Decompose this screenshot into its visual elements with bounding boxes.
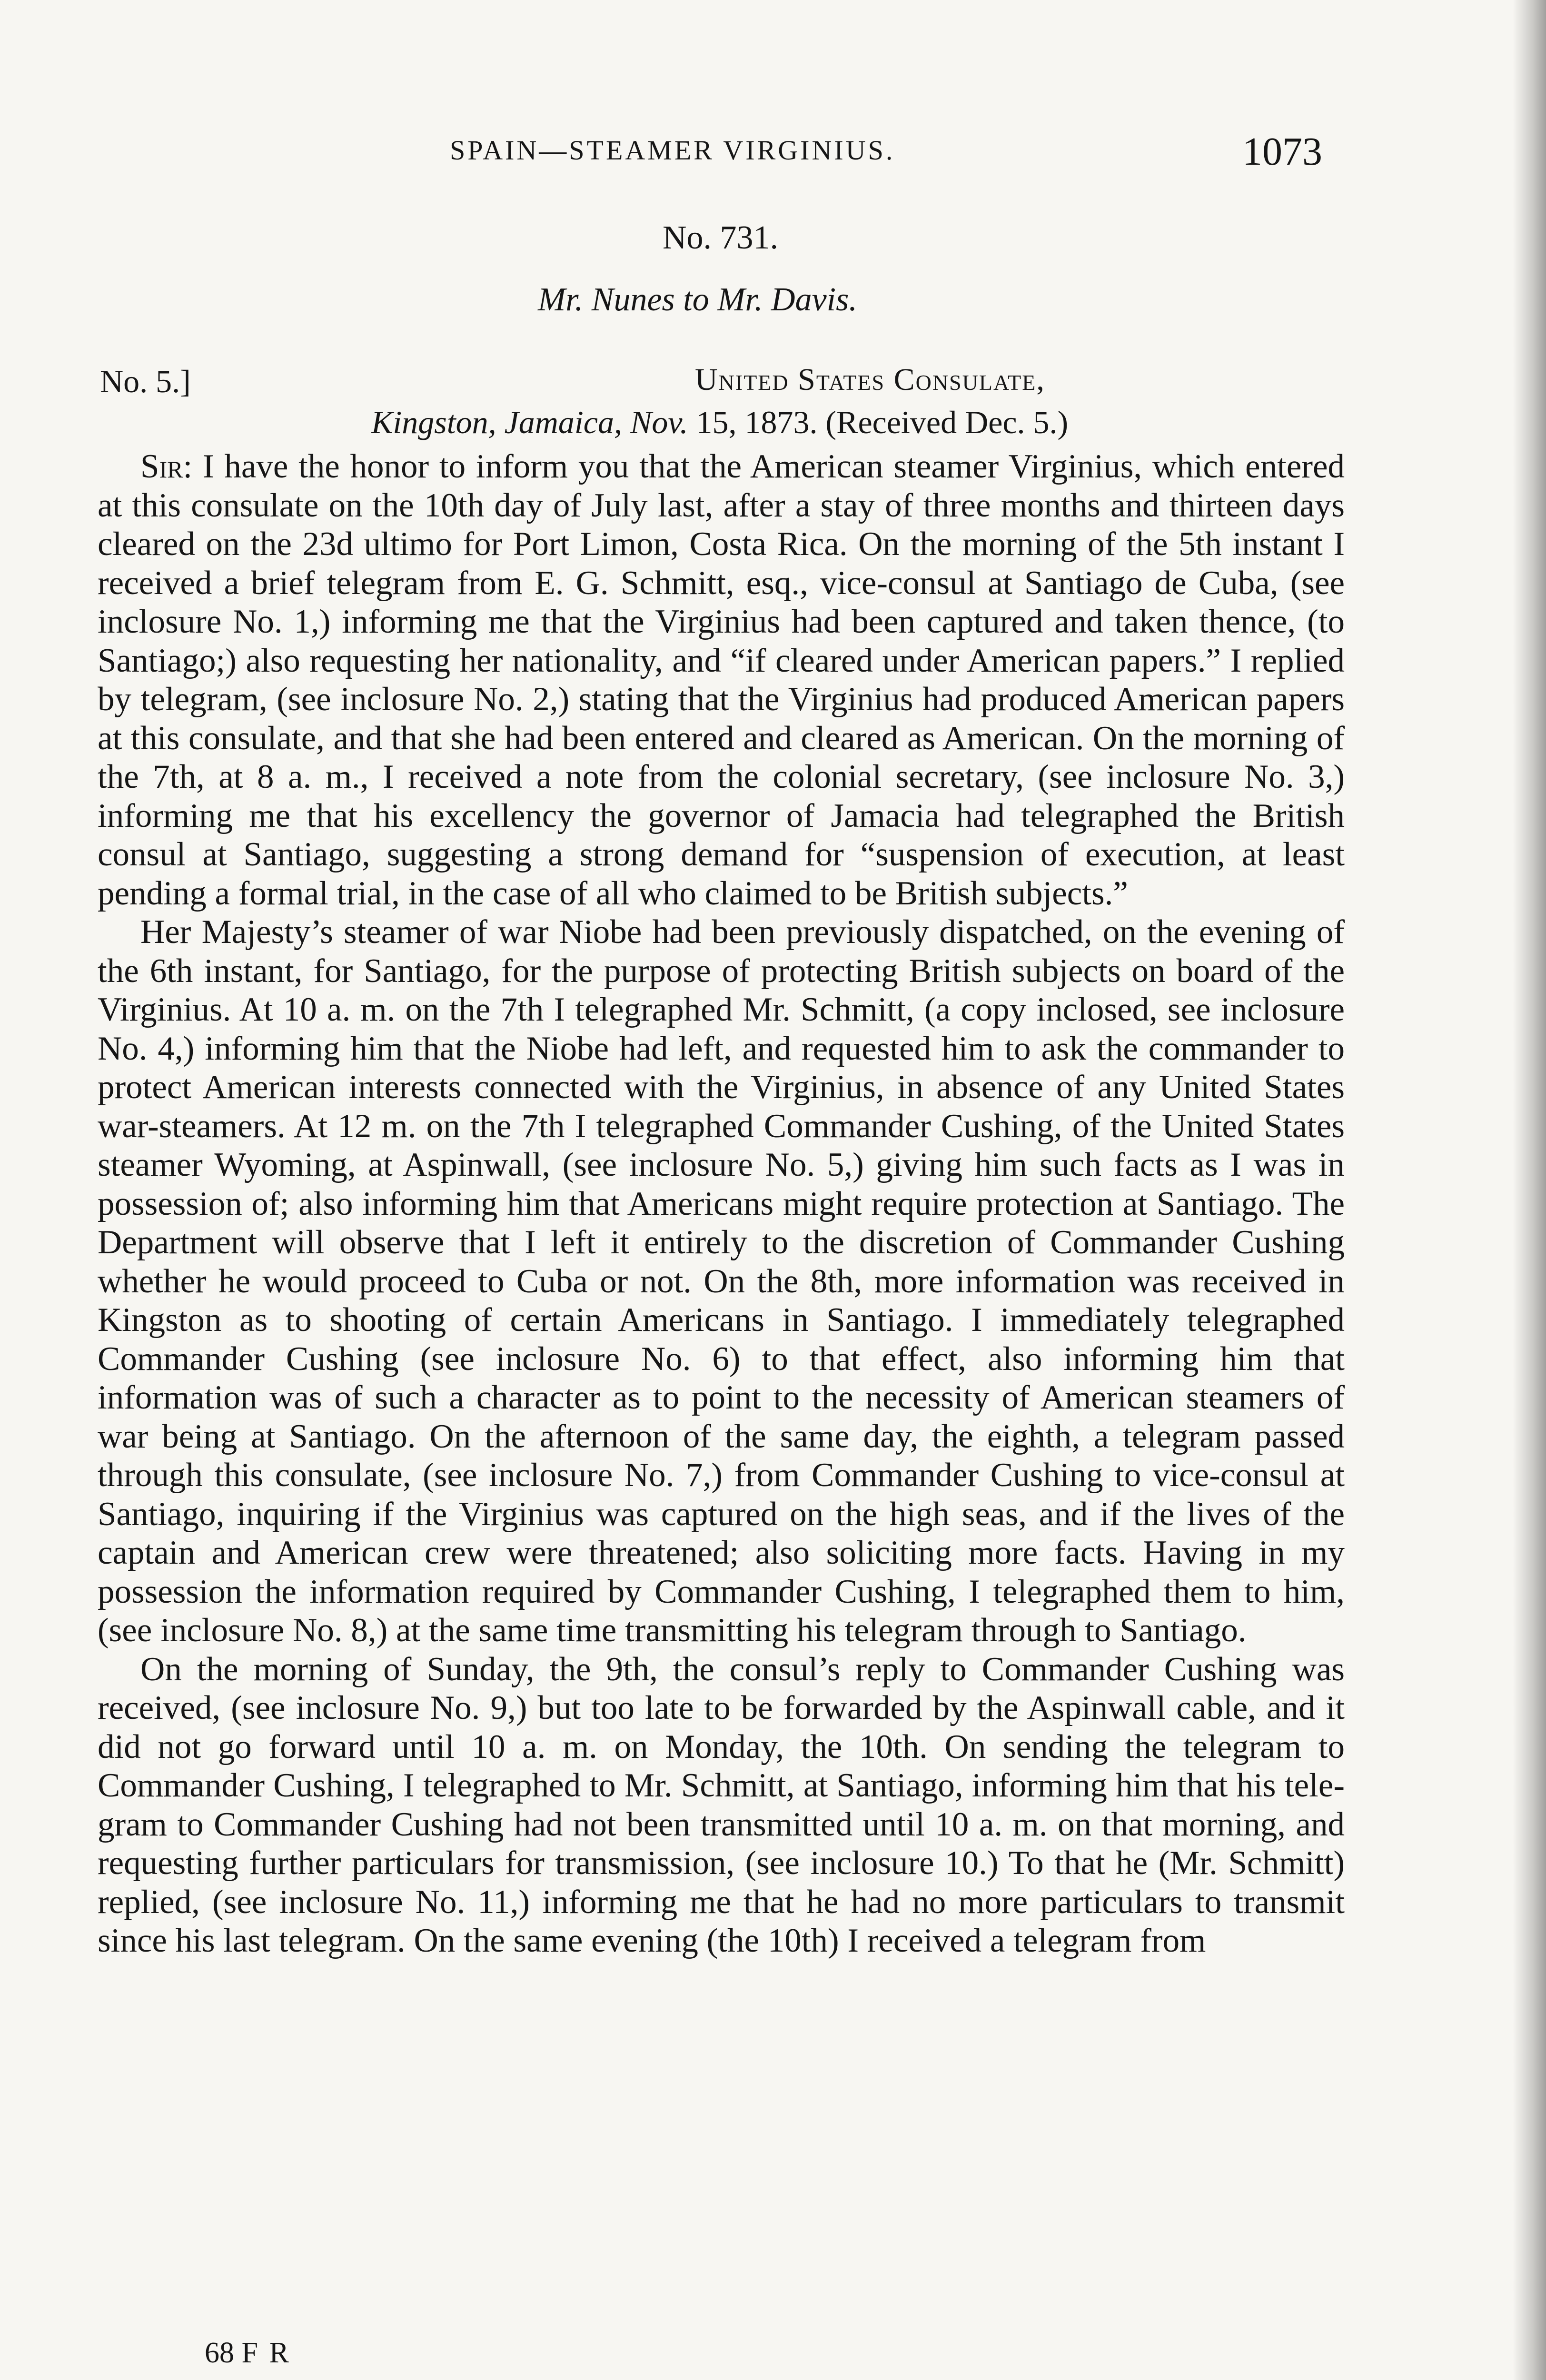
running-header: SPAIN—STEAMER VIRGINIUS. [450, 135, 895, 166]
consulate-heading: United States Consulate, [695, 362, 1045, 397]
dispatch-number: No. 5.] [100, 363, 191, 399]
dateline-place: Kingston, Jamaica, Nov. [371, 404, 688, 440]
paragraph-1-text: : I have the honor to inform you that the American steamer Virginius, which entered at this consulate on the 10th day of July last, after a stay of three months and thirteen days cleared on the 23d ultimo for Port Limon, Costa Rica. On the morning of the 5th instant I received a brief telegram from E. G. Schmitt, esq., vice-consul at Santiago de Cuba, (see inclosure No. 1,) informing me that the Virginius had been captured and taken thence, (to Santiago;) also requesting her nationality, and “if cleared under American papers.” I replied by telegram, (see inclosure No. 2,) stating that the Virginius had produced American papers at this consulate, and that she had been entered and cleared as American. On the morning of the 7th, at 8 a. m., I received a note from the colonial secretary, (see inclosure No. 3,) informing me that his excellency the governor of Jamacia had telegraphed the British consul at Santiago, suggesting a strong demand for “suspension of execution, at least pending a formal trial, in the case of all who claimed to be British subjects.” [98, 448, 1345, 912]
page-edge-shadow [1513, 0, 1546, 2380]
paragraph-1 [98, 447, 1345, 913]
document-title: Mr. Nunes to Mr. Davis. [538, 281, 857, 318]
paragraph-2: Her Majesty’s steamer of war Niobe had been previously dispatched, on the evening of the 6th instant, for Santiago, for the purpose of protecting British subjects on board of the Virginius. At 10 a. m. on the 7th I telegraphed Mr. Schmitt, (a copy inclosed, see inclosure No. 4,) informing him that the Niobe had left, and requested him to ask the commander to protect American interests connected with the Virginius, in absence of any United States war-steamers. At 12 m. on the 7th I telegraphed Commander Cushing, of the United States steamer Wyoming, at Aspinwall, (see inclosure No. 5,) giving him such facts as I was in possession of; also informing him that Americans might require protection at Santiago. The Department will observe that I left it entirely to the discretion of Commander Cushing whether he would proceed to Cuba or not. On the 8th, more information was received in Kingston as to shooting of certain Americans in Santiago. I immediately telegraphed Commander Cushing (see inclosure No. 6) to that effect, also informing him that information was of such a character as to point to the necessity of American steamers of war being at Santiago. On the afternoon of the same day, the eighth, a telegram passed through this consulate, (see inclosure No. 7,) from Commander Cushing to vice-consul at Santiago, inquiring if the Virginius was captured on the high seas, and if the lives of the captain and American crew were threatened; also soliciting more facts. Having in my possession the information required by Commander Cushing, I telegraphed them to him, (see inclosure No. 8,) at the same time transmitting his telegram through to Santiago. [98, 913, 1345, 1649]
dateline [371, 404, 1068, 441]
signature-letters: F R [241, 2337, 291, 2369]
letter-body [98, 447, 1345, 1961]
document-number: No. 731. [663, 219, 779, 256]
dateline-date: 15, 1873. (Received Dec. 5.) [688, 404, 1069, 440]
paragraph-3: On the morning of Sunday, the 9th, the consul’s reply to Commander Cushing was received, (see inclosure No. 9,) but too late to be forwarded by the Aspinwall cable, and it did not go forward until 10 a. m. on Monday, the 10th. On sending the telegram to Commander Cushing, I telegraphed to Mr. Schmitt, at Santiago, informing him that his telegram to Commander Cushing had not been transmitted until 10 a. m. on that morning, and requesting further particulars for transmission, (see inclosure 10.) To that he (Mr. Schmitt) replied, (see inclosure No. 11,) informing me that he had no more particulars to transmit since his last telegram. On the same evening (the 10th) I received a telegram from [98, 1650, 1345, 1959]
signature-number: 68 [205, 2337, 234, 2369]
salutation: Sir [140, 448, 183, 485]
printer-signature-mark [205, 2336, 291, 2370]
page-number: 1073 [1242, 129, 1322, 174]
